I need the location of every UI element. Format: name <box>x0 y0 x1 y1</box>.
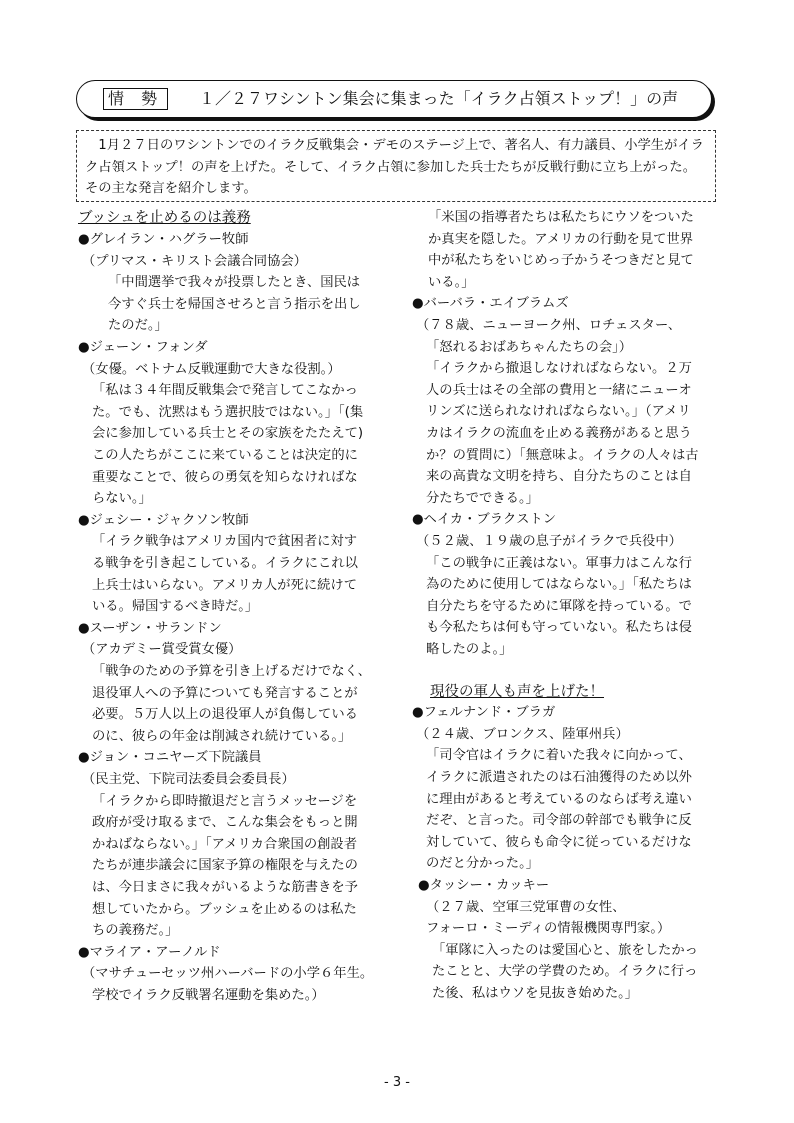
text-line: も今私たちは何も守っていない。私たちは侵 <box>426 620 692 636</box>
text-line: いる。」 <box>428 274 475 290</box>
text-line: かねばならない。」「アメリカ合衆国の創設者 <box>92 836 358 852</box>
text-line: たのだ。」 <box>108 318 168 334</box>
text-line: ●バーバラ・エイブラムズ <box>412 296 569 312</box>
text-line: リンズに送られなければならない。」（アメリ <box>426 404 691 420</box>
text-line: は、今日まさに我々がいるような筋書きを予 <box>92 880 358 895</box>
text-line: （民主党、下院司法委員会委員長） <box>82 772 295 787</box>
text-line: この人たちがここに来ていることは決定的に <box>92 448 358 463</box>
text-line: 「イラクから即時撤退だと言うメッセージを <box>92 793 358 809</box>
text-line: いる。帰国するべき時だ。」 <box>92 599 259 615</box>
text-line: 現役の軍人も声を上げた！ <box>430 683 604 700</box>
text-line: 「軍隊に入ったのは愛国心と、旅をしたかっ <box>432 942 698 958</box>
text-line: （２７歳、空軍三党軍曹の女性、 <box>426 899 626 915</box>
text-line: 「怒れるおばあちゃんたちの会」） <box>426 339 633 355</box>
text-line: 為のために使用してはならない。」「私たちは <box>426 577 692 593</box>
text-line: ●ジョン・コニヤーズ下院議員 <box>78 750 262 766</box>
text-line: （５２歳、１９歳の息子がイラクで兵役中） <box>416 534 682 549</box>
text-line: 会に参加している兵士とその家族をたたえて) <box>92 426 364 442</box>
text-line: （女優。ベトナム反戦運動で大きな役割。） <box>82 361 341 377</box>
text-line: イラクに派遣されたのは石油獲得のため以外 <box>426 770 692 785</box>
text-line: ●スーザン・サランドン <box>78 620 222 636</box>
text-line: 略したのよ。」 <box>426 642 513 657</box>
text-line: 退役軍人への予算についても発言することが <box>92 685 358 701</box>
text-line: る戦争を引き起こしている。イラクにこれ以 <box>92 556 358 571</box>
text-line: 「米国の指導者たちは私たちにウソをついた <box>428 210 694 225</box>
text-line: 中が私たちをいじめっ子かうそつきだと見て <box>428 253 694 269</box>
text-line: 「この戦争に正義はない。軍事力はこんな行 <box>426 555 692 571</box>
text-line: 重要なことで、彼らの勇気を知らなければな <box>92 469 358 485</box>
text-line: 学校でイラク反戦署名運動を集めた。） <box>92 988 325 1003</box>
section-tag: 情 勢 <box>103 88 168 110</box>
text-line: 人の兵士はその全部の費用と一緒にニューオ <box>426 382 692 398</box>
text-line: た後、私はウソを見抜き始めた。」 <box>432 986 639 1001</box>
page-number: - 3 - <box>384 1075 410 1090</box>
page-title: １／２７ワシントン集会に集まった「イラク占領ストップ！」の声 <box>199 89 679 108</box>
text-line: ●フェルナンド・ブラガ <box>412 705 556 721</box>
text-line: のだと分かった。」 <box>426 856 540 872</box>
text-line: のに、彼らの年金は削減され続けている。」 <box>92 728 352 744</box>
text-line: 「イラクから撤退しなければならない。２万 <box>426 361 692 377</box>
text-line: 分たちでできる。」 <box>426 490 539 506</box>
text-line: 来の高貴な文明を持ち、自分たちのことは自 <box>426 469 692 485</box>
text-line: ブッシュを止めるのは義務 <box>78 210 251 226</box>
title-banner <box>76 80 712 118</box>
text-line: 対していて、彼らも命令に従っているだけな <box>426 834 692 850</box>
text-line: （プリマス・キリスト会議合同協会） <box>82 253 307 269</box>
intro-box: 1月２７日のワシントンでのイラク反戦集会・デモのステージ上で、著名人、有力議員、小学生がイラク占領ストップ！の声を上げた。そして、イラク占領に参加した兵士たちが反戦行動に立ち上がった。その主な発言を紹介します。 <box>76 130 716 202</box>
text-line: ●ヘイカ・ブラクストン <box>412 512 557 528</box>
text-line: ●グレイラン・ハグラー牧師 <box>78 232 249 247</box>
text-line: ●マライア・アーノルド <box>78 944 221 960</box>
text-line: 「イラク戦争はアメリカ国内で貧困者に対す <box>92 534 358 550</box>
text-line: （マサチューセッツ州ハーバードの小学６年生。 <box>82 966 374 982</box>
text-line: フォーロ・ミーディの情報機関専門家。） <box>426 921 671 937</box>
text-line: ちの義務だ。」 <box>92 923 179 939</box>
text-line: か？の質問に）「無意味よ。イラクの人々は古 <box>426 447 699 463</box>
text-line: 「司令官はイラクに着いた我々に向かって、 <box>426 748 692 764</box>
text-line: 自分たちを守るために軍隊を持っている。で <box>426 598 692 614</box>
text-line: ●タッシー・カッキー <box>418 878 550 893</box>
text-line: たちが連歩議会に国家予算の権限を与えたの <box>92 858 358 874</box>
text-line: た。でも、沈黙はもう選択肢ではない。」「(集 <box>92 404 364 420</box>
text-line: 必要。５万人以上の退役軍人が負傷している <box>92 707 358 723</box>
text-line: 「私は３４年間反戦集会で発言してこなかっ <box>92 383 358 399</box>
text-line: （アカデミー賞受賞女優） <box>82 642 242 658</box>
text-line: らない。」 <box>92 491 152 507</box>
text-line: に理由があると考えているのならば考え違い <box>426 791 692 807</box>
text-line: か真実を隠した。アメリカの行動を見て世界 <box>428 231 694 247</box>
text-line: 「戦争のための予算を引き上げるだけでなく、 <box>92 664 371 679</box>
text-line: （７８歳、ニューヨーク州、ロチェスター、 <box>416 318 682 333</box>
text-line: 「中間選挙で我々が投票したとき、国民は <box>108 275 361 291</box>
text-line: ●ジェーン・フォンダ <box>78 340 208 355</box>
text-line: 想していたから。ブッシュを止めるのは私た <box>92 901 357 917</box>
text-line: だぞ、と言った。司令部の幹部でも戦争に反 <box>426 813 692 829</box>
text-line: （２４歳、ブロンクス、陸軍州兵） <box>416 726 629 742</box>
text-line: 上兵士はいらない。アメリカ人が死に続けて <box>92 577 358 593</box>
text-line: ●ジェシー・ジャクソン牧師 <box>78 512 249 528</box>
text-line: カはイラクの流血を止める義務があると思う <box>426 426 692 441</box>
text-line: 今すぐ兵士を帰国させろと言う指示を出し <box>108 296 361 312</box>
text-line: 政府が受け取るまで、こんな集会をもっと開 <box>92 815 358 831</box>
text-line: たことと、大学の学費のため。イラクに行っ <box>432 964 698 980</box>
